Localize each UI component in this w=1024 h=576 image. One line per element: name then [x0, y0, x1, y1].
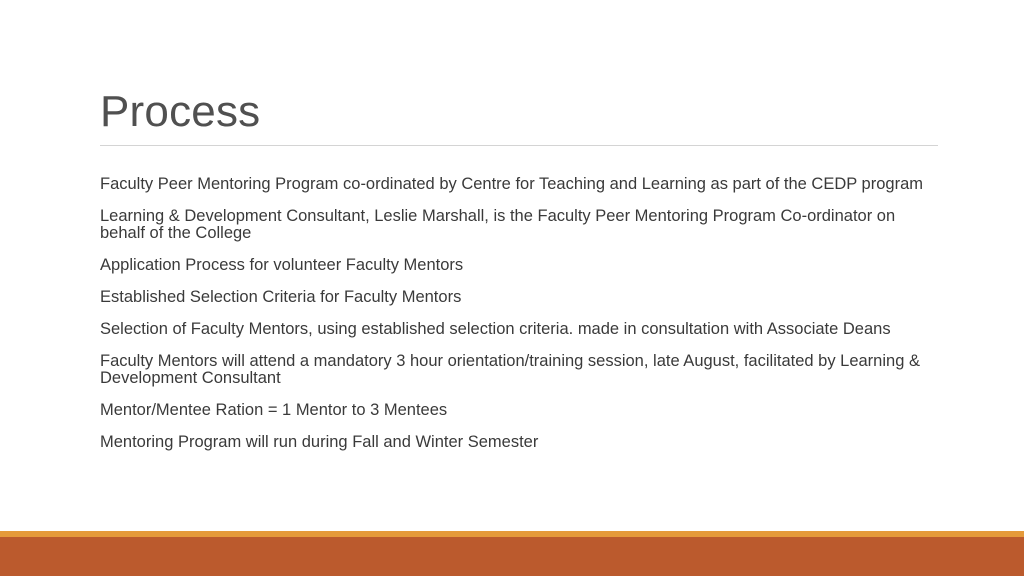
bullet-item: Application Process for volunteer Faculty Mentors: [100, 256, 464, 274]
bullet-item: Mentor/Mentee Ration = 1 Mentor to 3 Mentees: [100, 401, 448, 419]
slide-title: Process: [100, 87, 261, 136]
bullet-item: Learning & Development Consultant, Leslie Marshall, is the Faculty Peer Mentoring Program Co-ordinator on behalf of the College: [100, 207, 896, 242]
title-divider: [100, 145, 938, 146]
bullet-item: Established Selection Criteria for Faculty Mentors: [100, 288, 462, 306]
bullet-item: Faculty Peer Mentoring Program co-ordinated by Centre for Teaching and Learning as part of the CEDP program: [100, 175, 923, 193]
bullet-item: Mentoring Program will run during Fall and Winter Semester: [100, 433, 539, 451]
footer-band: [0, 537, 1024, 576]
bullet-list: [100, 176, 940, 466]
bullet-item: Faculty Mentors will attend a mandatory 3 hour orientation/training session, late August, facilitated by Learning & Development Consultant: [100, 352, 920, 387]
bullet-item: Selection of Faculty Mentors, using established selection criteria. made in consultation with Associate Deans: [100, 320, 891, 338]
